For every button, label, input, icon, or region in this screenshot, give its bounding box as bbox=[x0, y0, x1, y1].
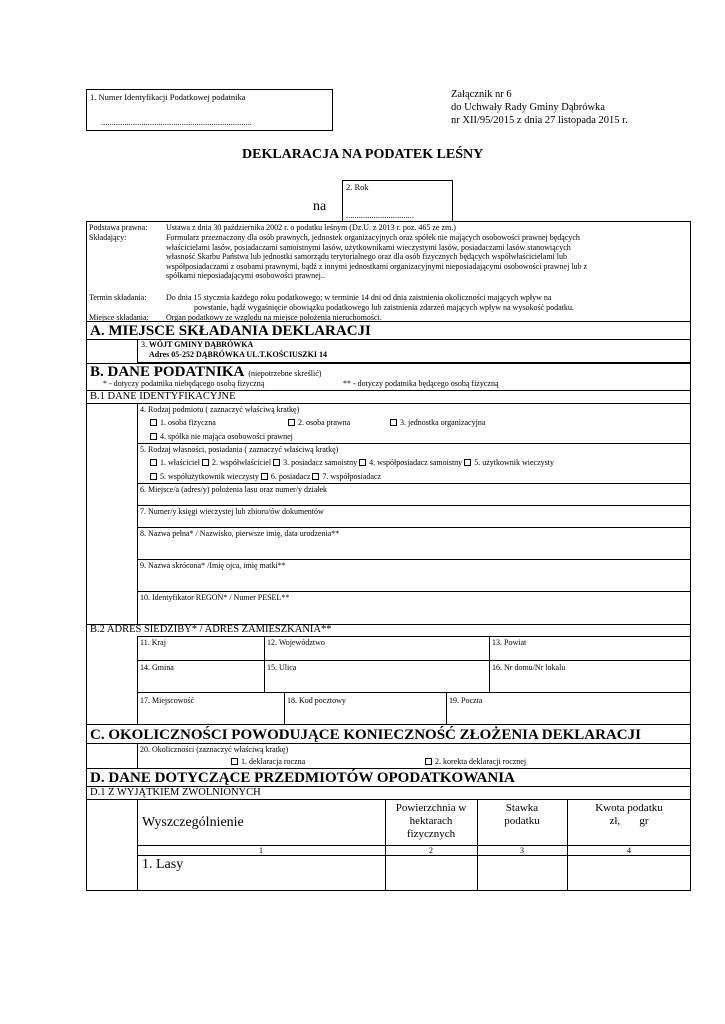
col-wyszczegolnienie: Wyszczególnienie bbox=[142, 815, 244, 830]
b1-title: B.1 DANE IDENTYFIKACYJNE bbox=[90, 391, 236, 402]
col-powierzchnia-l2: hektarach bbox=[409, 815, 453, 827]
field-15-label[interactable]: 15. Ulica bbox=[267, 663, 297, 672]
year-label: 2. Rok bbox=[346, 182, 369, 192]
divider bbox=[86, 403, 691, 404]
year-box bbox=[342, 180, 453, 222]
col-kwota-l2: zł, gr bbox=[609, 815, 649, 827]
divider bbox=[264, 636, 265, 692]
skladajacy-line: właścicielami lasów, posiadaczami samoistnymi lasów, użytkownikami wieczystymi lasów, posiadaczami lasów stanowiących bbox=[166, 242, 571, 252]
section-b-title: B. DANE PODATNIKA bbox=[90, 364, 245, 380]
field-3-addr: Adres 05-252 DĄBRÓWKA UL.T.KOŚCIUSZKI 14 bbox=[149, 350, 327, 359]
section-a-title: A. MIEJSCE SKŁADANIA DEKLARACJI bbox=[90, 323, 371, 339]
f4-opt3[interactable] bbox=[390, 418, 485, 428]
checkbox-icon[interactable] bbox=[273, 459, 280, 466]
nip-field[interactable]: ....................................................................... bbox=[101, 117, 252, 127]
checkbox-icon[interactable] bbox=[150, 433, 157, 440]
annex-line2: do Uchwały Rady Gminy Dąbrówka bbox=[451, 102, 605, 113]
divider bbox=[137, 743, 138, 768]
divider bbox=[137, 443, 691, 444]
divider bbox=[137, 505, 691, 506]
checkbox-icon[interactable] bbox=[261, 473, 268, 480]
f4-opt4-label: 4. spółka nie mająca osobowości prawnej bbox=[160, 432, 293, 441]
checkbox-icon[interactable] bbox=[464, 459, 471, 466]
year-field[interactable]: ................................ bbox=[346, 210, 414, 220]
col-stawka-l2: podatku bbox=[504, 815, 540, 827]
col-num-3: 3 bbox=[520, 846, 524, 855]
field-19-label[interactable]: 19. Poczta bbox=[449, 696, 483, 705]
field-16-label[interactable]: 16. Nr domu/Nr lokalu bbox=[492, 663, 566, 672]
field-11-label[interactable]: 11. Kraj bbox=[140, 638, 166, 647]
col-powierzchnia-l1: Powierzchnia w bbox=[395, 802, 467, 814]
field-3-label: 3. bbox=[141, 340, 147, 349]
b2-title: B.2 ADRES SIEDZIBY* / ADRES ZAMIESZKANIA** bbox=[90, 624, 332, 635]
f4-opt2[interactable] bbox=[288, 418, 350, 428]
checkbox-icon[interactable] bbox=[202, 459, 209, 466]
field-10-label[interactable]: 10. Identyfikator REGON* / Numer PESEL** bbox=[140, 593, 290, 602]
page-title: DEKLARACJA NA PODATEK LEŚNY bbox=[242, 147, 484, 162]
skladajacy-line: własność Skarbu Państwa lub jednostki samorządu terytorialnego oraz dla osób fizycznych będących współwłaścicielami lub bbox=[166, 252, 567, 261]
divider bbox=[137, 660, 691, 661]
f5-opt2-label: 2. współwłaściciel bbox=[211, 458, 272, 467]
nip-label: 1. Numer Identyfikacji Podatkowej podatnika bbox=[90, 92, 246, 102]
f5-opt6-label: 5. współużytkownik wieczysty bbox=[160, 472, 259, 481]
f5-opt5-label: 5. użytkownik wieczysty bbox=[474, 458, 554, 467]
col-kwota-l1: Kwota podatku bbox=[595, 802, 663, 814]
field-8-label[interactable]: 8. Nazwa pełna* / Nazwisko, pierwsze imię, data urodzenia** bbox=[140, 529, 340, 538]
c-opt2[interactable] bbox=[425, 757, 526, 767]
termin-label: Termin składania: bbox=[89, 293, 147, 302]
skladajacy-line: spółkami nieposiadającymi osobowości prawnej.. bbox=[166, 271, 325, 280]
divider bbox=[137, 559, 691, 560]
divider bbox=[284, 692, 285, 724]
col-kwota bbox=[567, 802, 691, 828]
divider bbox=[137, 483, 691, 484]
field-14-label[interactable]: 14. Gmina bbox=[140, 663, 174, 672]
note-natural-person: ** - dotyczy podatnika będącego osobą fizyczną bbox=[343, 379, 499, 388]
field-4-label: 4. Rodzaj podmiotu ( zaznaczyć właściwą kratkę) bbox=[140, 405, 300, 414]
divider bbox=[86, 768, 691, 769]
section-b-note: (niepotrzebne skreślić) bbox=[248, 369, 322, 378]
divider bbox=[137, 692, 691, 693]
divider bbox=[86, 799, 691, 800]
field-3-box bbox=[137, 339, 691, 363]
row-lasy: 1. Lasy bbox=[142, 857, 184, 872]
field-3 bbox=[141, 340, 253, 350]
divider bbox=[86, 321, 691, 322]
f4-opt4[interactable] bbox=[150, 432, 293, 442]
field-6-label[interactable]: 6. Miejsce/a (adres/y) położenia lasu oraz numer/y działek bbox=[140, 485, 328, 494]
divider bbox=[137, 527, 691, 528]
section-d-title: D. DANE DOTYCZĄCE PRZEDMIOTÓW OPODATKOWANIA bbox=[90, 770, 515, 786]
nip-box bbox=[86, 89, 333, 131]
podstawa-text: Ustawa z dnia 30 października 2002 r. o podatku leśnym (Dz.U. z 2013 r. poz. 465 ze zm.) bbox=[166, 223, 456, 232]
checkbox-icon[interactable] bbox=[231, 758, 238, 765]
field-7-label[interactable]: 7. Numer/y księgi wieczystej lub zbioru/ów dokumentów bbox=[140, 507, 324, 516]
skladajacy-line: Formularz przeznaczony dla osób prawnych, jednostek organizacyjnych oraz spółek nie mających osobowości prawnej będących bbox=[166, 233, 580, 242]
field-13-label[interactable]: 13. Powiat bbox=[492, 638, 527, 647]
d1-title: D.1 Z WYJĄTKIEM ZWOLNIONYCH bbox=[90, 787, 261, 798]
field-17-label[interactable]: 17. Miejscowość bbox=[140, 696, 195, 705]
skladajacy-label: Składający: bbox=[89, 233, 127, 242]
f5-row2 bbox=[150, 472, 381, 482]
divider bbox=[489, 636, 490, 692]
miejsce-text: Organ podatkowy ze względu na miejsce położenia nieruchomości. bbox=[166, 313, 382, 322]
c-opt2-label: 2. korekta deklaracji rocznej bbox=[435, 757, 527, 766]
annex-block bbox=[451, 88, 628, 127]
f4-opt2-label: 2. osoba prawna bbox=[298, 418, 351, 427]
section-c-title: C. OKOLICZNOŚCI POWODUJĄCE KONIECZNOŚĆ ZŁOŻENIA DEKLARACJI bbox=[90, 727, 641, 743]
checkbox-icon[interactable] bbox=[288, 419, 295, 426]
field-9-label[interactable]: 9. Nazwa skrócona* /Imię ojca, imię matki** bbox=[140, 561, 286, 570]
year-prefix: na bbox=[313, 199, 327, 214]
f5-row1 bbox=[150, 458, 554, 468]
divider bbox=[446, 692, 447, 724]
col-powierzchnia-l3: fizycznych bbox=[406, 828, 456, 840]
miejsce-label: Miejsce składania: bbox=[89, 313, 149, 322]
c-opt1[interactable] bbox=[231, 757, 305, 767]
checkbox-icon[interactable] bbox=[425, 758, 432, 765]
f5-opt1-label: 1. właściciel bbox=[160, 458, 200, 467]
divider bbox=[86, 743, 691, 744]
f5-opt3-label: 3. posiadacz samoistny bbox=[283, 458, 358, 467]
f4-opt1[interactable] bbox=[150, 418, 216, 428]
note-legal-person: * - dotyczy podatnika niebędącego osobą fizyczną bbox=[103, 379, 265, 388]
col-num-1: 1 bbox=[259, 846, 263, 855]
termin-text bbox=[166, 293, 574, 312]
f5-opt7-label: 6. posiadacz bbox=[270, 472, 311, 481]
skladajacy-text bbox=[166, 233, 587, 281]
col-num-2: 2 bbox=[429, 846, 433, 855]
termin-line: powstanie, bądź wygaśnięcie obowiązku podatkowego lub zaistnienia zdarzeń mających wpływ na wysokość podatku. bbox=[194, 302, 574, 312]
skladajacy-line: współposiadaczami z osobami prawnymi, bądź z innymi jednostkami organizacyjnymi nieposiadającymi osobowości prawnej lub z bbox=[166, 261, 588, 271]
field-5-label: 5. Rodzaj własności, posiadania ( zaznaczyć właściwą kratkę) bbox=[140, 445, 339, 454]
divider bbox=[137, 591, 691, 592]
field-3-name: WÓJT GMINY DĄBRÓWKA bbox=[148, 340, 254, 349]
annex-line1: Załącznik nr 6 bbox=[451, 89, 512, 100]
divider bbox=[86, 724, 691, 725]
f5-opt4-label: 4. współposiadacz samoistny bbox=[369, 458, 463, 467]
divider bbox=[137, 636, 691, 637]
f5-opt8-label: 7. współposiadacz bbox=[322, 472, 382, 481]
field-20-label: 20. Okoliczności (zaznaczyć właściwą kratkę) bbox=[140, 745, 289, 754]
checkbox-icon[interactable] bbox=[150, 459, 157, 466]
c-opt1-label: 1. deklaracja roczna bbox=[241, 757, 306, 766]
checkbox-icon[interactable] bbox=[150, 419, 157, 426]
field-18-label[interactable]: 18. Kod pocztowy bbox=[287, 696, 346, 705]
checkbox-icon[interactable] bbox=[359, 459, 366, 466]
divider bbox=[137, 855, 691, 856]
podstawa-label: Podstawa prawna: bbox=[89, 223, 148, 232]
col-stawka bbox=[477, 802, 567, 828]
col-stawka-l1: Stawka bbox=[505, 802, 539, 814]
annex-line3: nr XII/95/2015 z dnia 27 listopada 2015 r. bbox=[451, 115, 628, 126]
field-12-label[interactable]: 12. Województwo bbox=[267, 638, 325, 647]
divider bbox=[137, 636, 138, 724]
f4-opt3-label: 3. jednostka organizacyjna bbox=[400, 418, 486, 427]
checkbox-icon[interactable] bbox=[150, 473, 157, 480]
checkbox-icon[interactable] bbox=[390, 419, 397, 426]
col-powierzchnia bbox=[385, 802, 477, 841]
checkbox-icon[interactable] bbox=[312, 473, 319, 480]
col-num-4: 4 bbox=[627, 846, 631, 855]
f4-opt1-label: 1. osoba fizyczna bbox=[160, 418, 216, 427]
termin-line: Do dnia 15 stycznia każdego roku podatkowego; w terminie 14 dni od dnia zaistnienia okoliczności mających wpływ na bbox=[166, 293, 552, 302]
